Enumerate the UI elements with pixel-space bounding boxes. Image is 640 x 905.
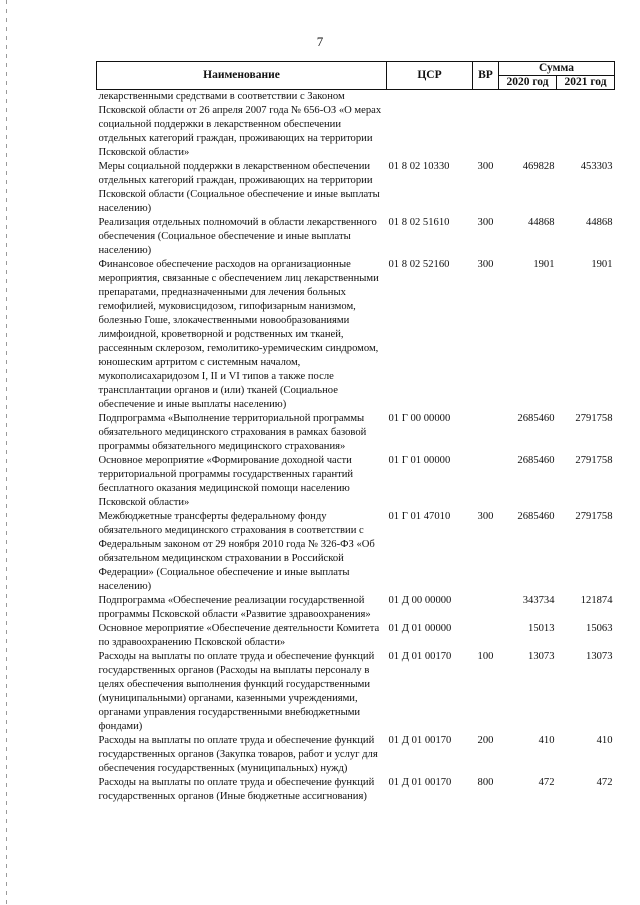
table-row [97, 90, 615, 161]
row-vr: 200 [477, 735, 494, 746]
row-name: Расходы на выплаты по оплате труда и обеспечение функций государственных органов (Закупка товаров, работ и услуг для обеспечения государственных (муниципальных) нужд) [98, 735, 378, 774]
row-amount-2021: 472 [596, 777, 613, 788]
row-name: Расходы на выплаты по оплате труда и обеспечение функций государственных органов (Расходы на выплаты персоналу в целях обеспечения выполнения функций государственными (муниципальными) органами, казенными учреждениями, органами управления государственными внебюджетными фондами) [98, 651, 375, 732]
row-amount-2021: 44868 [586, 217, 613, 228]
row-csr: 01 Д 01 00000 [388, 623, 452, 634]
row-amount-2020: 2685460 [517, 413, 555, 424]
row-amount-2020: 2685460 [517, 511, 555, 522]
header-year-2020: 2020 год [499, 76, 557, 90]
table-row [97, 216, 615, 258]
row-csr: 01 Д 01 00170 [388, 735, 452, 746]
row-csr: 01 Д 01 00170 [388, 777, 452, 788]
row-vr: 800 [477, 777, 494, 788]
table-row [97, 510, 615, 594]
row-vr: 100 [477, 651, 494, 662]
row-amount-2021: 453303 [580, 161, 613, 172]
row-name: Реализация отдельных полномочий в области лекарственного обеспечения (Социальное обеспечение и иные выплаты населению) [98, 217, 377, 256]
row-amount-2021: 2791758 [575, 413, 613, 424]
row-amount-2021: 13073 [586, 651, 613, 662]
table-row [97, 622, 615, 650]
row-csr: 01 Г 01 47010 [388, 511, 451, 522]
row-csr [387, 90, 473, 161]
row-csr: 01 8 02 52160 [388, 259, 450, 270]
row-name: лекарственными средствами в соответствии с Законом Псковской области от 26 апреля 2007 года № 656-ОЗ «О мерах социальной поддержки в лекарственном обеспечении отдельных категорий граждан, проживающих на территории Псковской области» [98, 91, 382, 158]
table-row [97, 776, 615, 804]
row-name: Финансовое обеспечение расходов на организационные мероприятия, связанные с обеспечением лиц лекарственными препаратами, предназначенными для лечения больных гемофилией, муковисцидозом, гипофизарным нанизмом, болезнью Гоше, злокачественными новообразованиями лимфоидной, кроветворной и родственных им тканей, рассеянным склерозом, гемолитико-уремическим синдромом, юношеским артритом с системным началом, мукополисахаридозом I, II и VI типов а также после трансплантации органов и (или) тканей (Социальное обеспечение и иные выплаты населению) [98, 259, 379, 410]
budget-table [96, 61, 615, 804]
table-row [97, 594, 615, 622]
row-amount-2020: 2685460 [517, 455, 555, 466]
row-amount-2020 [499, 90, 557, 161]
row-amount-2020: 1901 [533, 259, 555, 270]
header-sum: Сумма [499, 62, 615, 76]
table-row [97, 734, 615, 776]
row-amount-2020: 472 [538, 777, 555, 788]
row-vr [473, 454, 499, 510]
row-amount-2020: 13073 [528, 651, 555, 662]
row-amount-2021: 121874 [580, 595, 613, 606]
row-amount-2021: 2791758 [575, 455, 613, 466]
table-row [97, 454, 615, 510]
row-csr: 01 8 02 51610 [388, 217, 450, 228]
row-vr [473, 412, 499, 454]
row-vr [473, 90, 499, 161]
header-year-2021: 2021 год [557, 76, 615, 90]
row-csr: 01 Г 00 00000 [388, 413, 451, 424]
row-amount-2021: 1901 [591, 259, 613, 270]
row-amount-2020: 15013 [528, 623, 555, 634]
page-number: 7 [316, 34, 324, 49]
row-name: Расходы на выплаты по оплате труда и обеспечение функций государственных органов (Иные бюджетные ассигнования) [98, 777, 375, 802]
row-name: Основное мероприятие «Обеспечение деятельности Комитета по здравоохранению Псковской области» [98, 623, 380, 648]
table-row [97, 160, 615, 216]
row-amount-2020: 44868 [528, 217, 555, 228]
row-vr: 300 [477, 511, 494, 522]
scan-edge-dashes [6, 0, 7, 905]
row-vr: 300 [477, 161, 494, 172]
row-name: Меры социальной поддержки в лекарственном обеспечении отдельных категорий граждан, проживающих на территории Псковской области (Социальное обеспечение и иные выплаты населению) [98, 161, 380, 214]
row-csr: 01 8 02 10330 [388, 161, 450, 172]
row-name: Подпрограмма «Выполнение территориальной программы обязательного медицинского страхования в рамках базовой программы обязательного медицинского страхования» [98, 413, 367, 452]
table-row [97, 412, 615, 454]
row-vr: 300 [477, 259, 494, 270]
table-row [97, 650, 615, 734]
row-name: Подпрограмма «Обеспечение реализации государственной программы Псковской области «Развитие здравоохранения» [98, 595, 371, 620]
row-vr: 300 [477, 217, 494, 228]
row-csr: 01 Д 00 00000 [388, 595, 452, 606]
row-csr: 01 Г 01 00000 [388, 455, 451, 466]
row-amount-2020: 343734 [522, 595, 555, 606]
row-amount-2021 [557, 90, 615, 161]
row-vr [473, 622, 499, 650]
row-amount-2020: 410 [538, 735, 555, 746]
row-amount-2020: 469828 [522, 161, 555, 172]
header-name: Наименование [97, 62, 387, 90]
row-amount-2021: 410 [596, 735, 613, 746]
row-amount-2021: 2791758 [575, 511, 613, 522]
row-name: Межбюджетные трансферты федеральному фонду обязательного медицинского страхования в соответствии с Федеральным законом от 29 ноября 2010 года № 326-ФЗ «Об обязательном медицинском страховании в Российской Федерации» (Социальное обеспечение и иные выплаты населению) [98, 511, 375, 592]
row-name: Основное мероприятие «Формирование доходной части территориальной программы государственных гарантий бесплатного оказания медицинской помощи населению Псковской области» [98, 455, 354, 508]
table-header [97, 62, 615, 90]
row-csr: 01 Д 01 00170 [388, 651, 452, 662]
header-csr: ЦСР [387, 62, 473, 90]
row-amount-2021: 15063 [586, 623, 613, 634]
header-vr: ВР [473, 62, 499, 90]
row-vr [473, 594, 499, 622]
table-body [97, 90, 615, 805]
table-row [97, 258, 615, 412]
